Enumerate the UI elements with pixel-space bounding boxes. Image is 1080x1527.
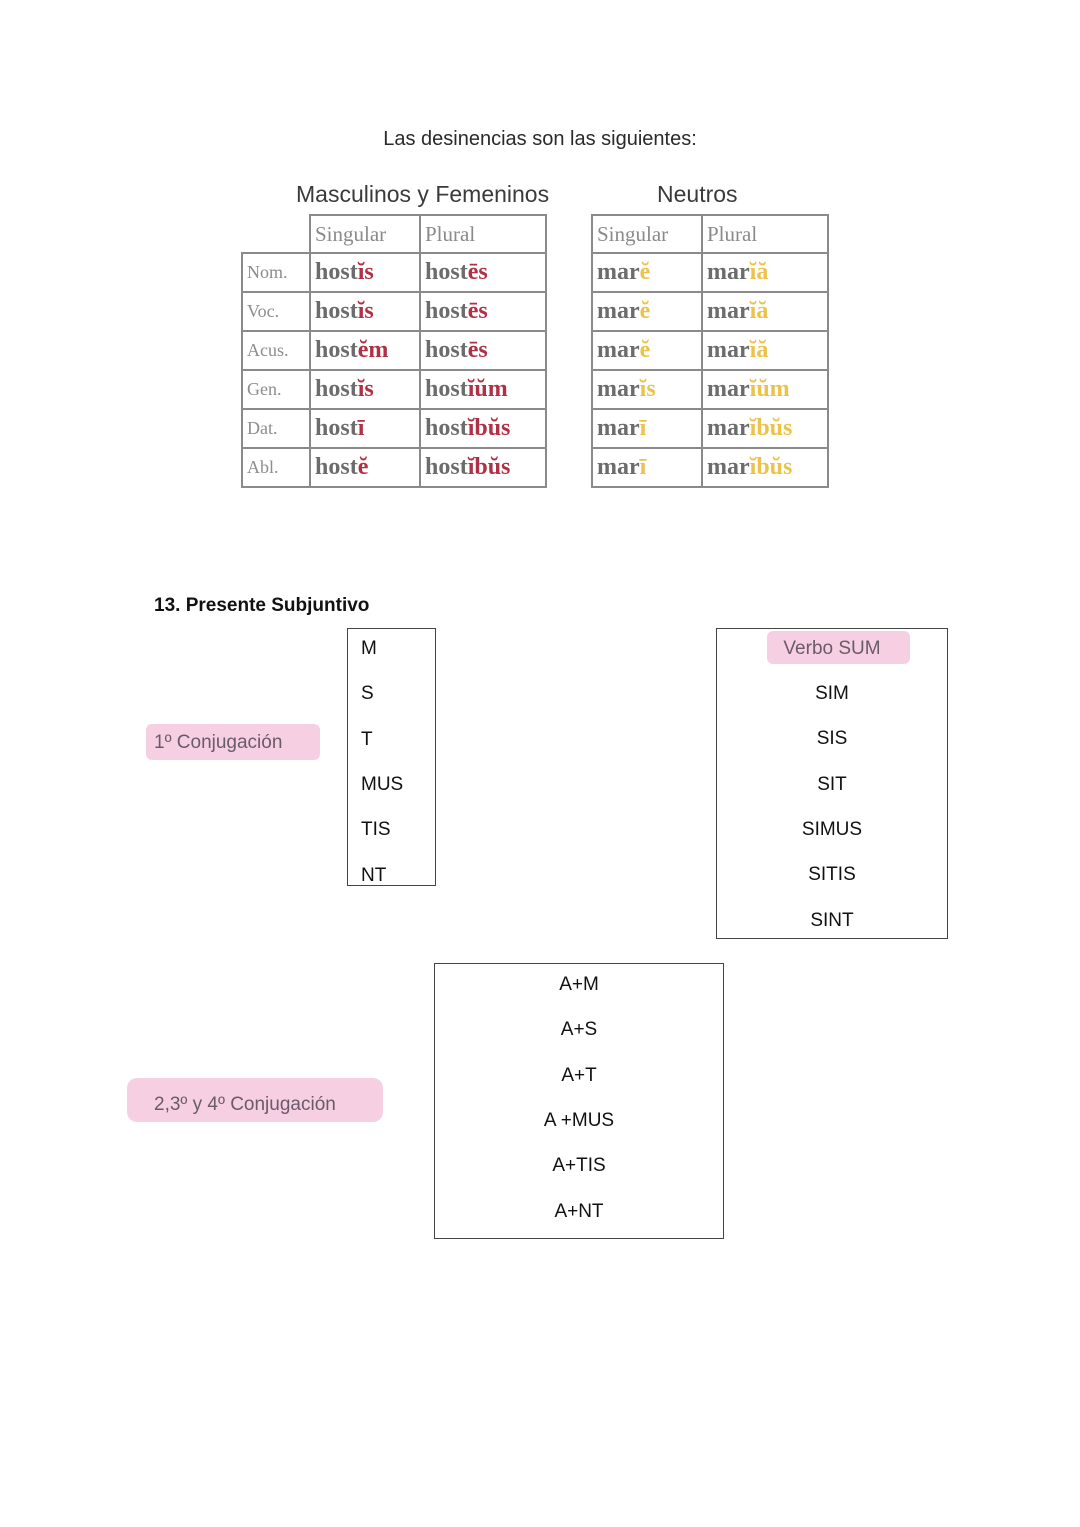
singular-form [310, 331, 420, 370]
case-label: Acus. [242, 331, 310, 370]
word-ending: ĕm [357, 337, 389, 363]
header-singular: Singular [592, 215, 702, 253]
word-stem: host [315, 454, 358, 480]
singular-form [310, 409, 420, 448]
other-endings-box [434, 963, 724, 1239]
ending-item: S [361, 683, 374, 705]
singular-form [592, 448, 702, 487]
first-endings-box [347, 628, 436, 886]
word-ending: ēs [467, 259, 488, 285]
word-ending: ĭbŭs [749, 454, 793, 480]
plural-form [702, 331, 828, 370]
sum-box [716, 628, 948, 939]
ending-item: TIS [361, 819, 391, 841]
sum-form: SIM [815, 683, 849, 704]
table-row [242, 292, 546, 331]
header-singular: Singular [310, 215, 420, 253]
word-ending: ĭŭm [467, 376, 508, 402]
word-ending: ĭbŭs [467, 415, 511, 441]
word-stem: mar [707, 376, 750, 402]
case-label: Dat. [242, 409, 310, 448]
other-conjugation-label: 2,3º y 4º Conjugación [154, 1094, 336, 1115]
first-conjugation-label: 1º Conjugación [154, 732, 283, 753]
word-ending: ĭă [749, 298, 769, 324]
table-row [592, 253, 828, 292]
word-stem: host [425, 259, 468, 285]
word-ending: ĕ [639, 337, 651, 363]
ending-item: T [361, 728, 373, 750]
intro-text: Las desinencias son las siguientes: [383, 128, 697, 150]
word-stem: host [425, 454, 468, 480]
table-row [592, 448, 828, 487]
sum-title: Verbo SUM [783, 638, 881, 659]
sum-form: SIT [817, 773, 847, 795]
word-stem: host [315, 337, 358, 363]
singular-form [592, 331, 702, 370]
word-stem: mar [597, 337, 640, 363]
word-stem: mar [597, 376, 640, 402]
masc-fem-title: Masculinos y Femeninos [296, 181, 550, 207]
corner-cell [242, 215, 310, 253]
ending-item: A+TIS [552, 1155, 606, 1177]
ending-item: A +MUS [543, 1109, 615, 1131]
table-row [242, 370, 546, 409]
table-row [242, 331, 546, 370]
word-ending: ĭŭm [749, 376, 790, 402]
case-label: Voc. [242, 292, 310, 331]
plural-form [702, 292, 828, 331]
plural-form [420, 409, 546, 448]
word-stem: mar [597, 415, 640, 441]
word-ending: ĕ [639, 298, 651, 324]
singular-form [310, 448, 420, 487]
sum-form: SIMUS [801, 818, 863, 840]
word-ending: ĭs [639, 376, 656, 402]
plural-form [420, 292, 546, 331]
table-row [592, 292, 828, 331]
table-row [242, 409, 546, 448]
ending-item: A+T [561, 1064, 597, 1086]
case-label: Abl. [242, 448, 310, 487]
word-ending: ĕ [639, 259, 651, 285]
plural-form [702, 448, 828, 487]
word-stem: host [425, 337, 468, 363]
masc-fem-table [241, 214, 547, 488]
plural-form [702, 253, 828, 292]
neutros-table [591, 214, 829, 488]
word-stem: host [315, 298, 358, 324]
word-ending: ī [357, 415, 365, 441]
sum-form: SINT [810, 909, 854, 931]
word-ending: ī [639, 415, 647, 441]
singular-form [592, 253, 702, 292]
word-stem: host [315, 415, 358, 441]
word-ending: ĕ [357, 454, 369, 480]
ending-item: NT [361, 864, 387, 886]
table-row [242, 253, 546, 292]
word-stem: mar [707, 454, 750, 480]
word-stem: host [425, 415, 468, 441]
word-stem: mar [707, 259, 750, 285]
plural-form [420, 448, 546, 487]
word-ending: ĭă [749, 337, 769, 363]
word-stem: host [315, 376, 358, 402]
section-title: 13. Presente Subjuntivo [154, 595, 370, 616]
word-stem: mar [597, 298, 640, 324]
singular-form [592, 409, 702, 448]
header-plural: Plural [702, 215, 828, 253]
ending-item: A+M [559, 974, 599, 995]
table-row [592, 409, 828, 448]
word-ending: ĭbŭs [749, 415, 793, 441]
ending-item: M [361, 638, 377, 659]
word-stem: mar [707, 415, 750, 441]
plural-form [702, 370, 828, 409]
ending-item: MUS [361, 773, 404, 795]
word-stem: mar [597, 454, 640, 480]
singular-form [592, 292, 702, 331]
word-ending: ĭă [749, 259, 769, 285]
singular-form [310, 370, 420, 409]
word-ending: ēs [467, 337, 488, 363]
ending-item: A+NT [554, 1200, 604, 1222]
case-label: Nom. [242, 253, 310, 292]
table-row [592, 370, 828, 409]
ending-item: A+S [560, 1019, 598, 1041]
word-stem: mar [597, 259, 640, 285]
word-stem: mar [707, 298, 750, 324]
singular-form [592, 370, 702, 409]
case-label: Gen. [242, 370, 310, 409]
plural-form [420, 253, 546, 292]
word-ending: ĭs [357, 376, 374, 402]
table-row [592, 331, 828, 370]
table-row [242, 448, 546, 487]
neutros-title: Neutros [657, 181, 738, 207]
plural-form [420, 331, 546, 370]
word-stem: host [315, 259, 358, 285]
word-ending: ĭs [357, 298, 374, 324]
plural-form [702, 409, 828, 448]
sum-form: SITIS [808, 864, 856, 886]
singular-form [310, 292, 420, 331]
header-plural: Plural [420, 215, 546, 253]
word-ending: ī [639, 454, 647, 480]
word-ending: ēs [467, 298, 488, 324]
singular-form [310, 253, 420, 292]
word-ending: ĭs [357, 259, 374, 285]
word-stem: host [425, 298, 468, 324]
plural-form [420, 370, 546, 409]
word-stem: mar [707, 337, 750, 363]
sum-form: SIS [816, 728, 848, 750]
word-stem: host [425, 376, 468, 402]
word-ending: ĭbŭs [467, 454, 511, 480]
